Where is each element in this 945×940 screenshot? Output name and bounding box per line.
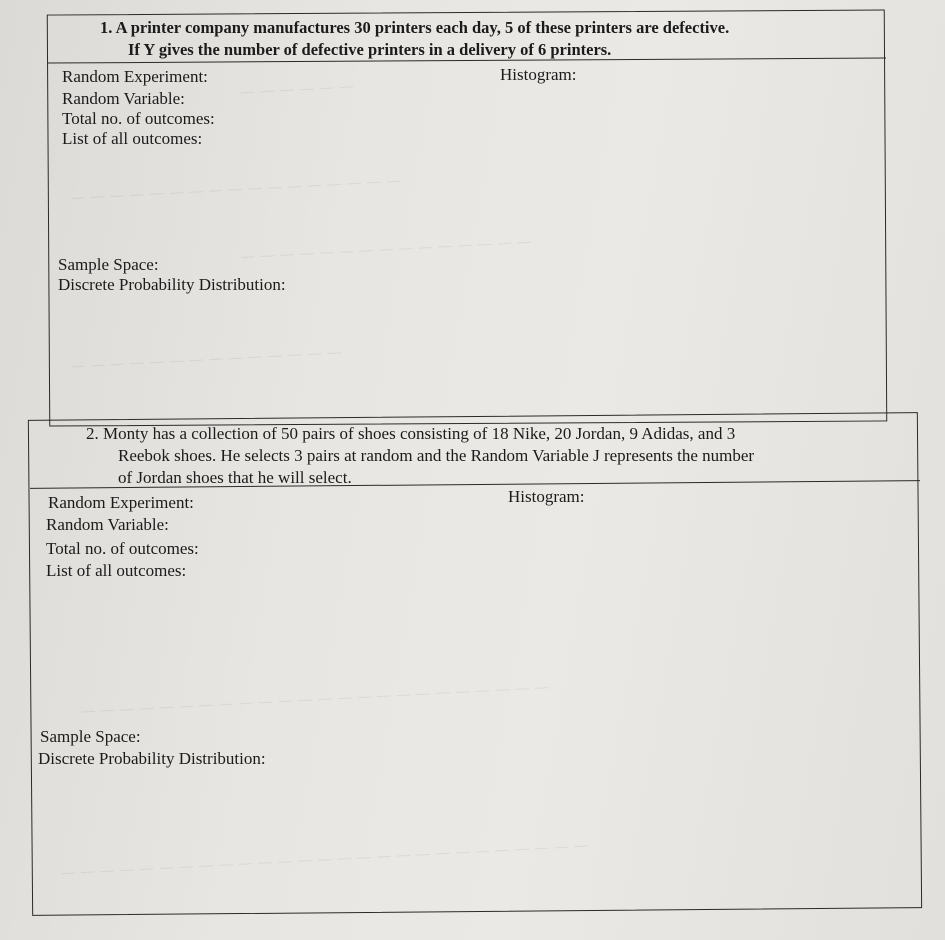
- show-through-mark: — — — — — — — — — — — — — — — — — — — — — — — — — — —: [59, 836, 590, 882]
- q1-list-outcomes-label: List of all outcomes:: [62, 129, 203, 148]
- q1-histogram-label: Histogram:: [500, 65, 577, 84]
- q1-distribution-label: Discrete Probability Distribution:: [58, 275, 286, 294]
- q2-distribution-label: Discrete Probability Distribution:: [38, 749, 266, 768]
- show-through-mark: — — — — — — — — — — — — — — — — —: [69, 171, 402, 207]
- show-through-mark: — — — — — — — — — — — — — —: [69, 342, 343, 376]
- question-1-text-line2: If Y gives the number of defective printers in a delivery of 6 printers.: [128, 40, 612, 59]
- q1-random-experiment-label: Random Experiment:: [62, 67, 208, 86]
- q2-list-outcomes-label: List of all outcomes:: [46, 561, 187, 580]
- question-2-text-line1: 2. Monty has a collection of 50 pairs of shoes consisting of 18 Nike, 20 Jordan, 9 Adidas, and 3: [86, 424, 736, 443]
- show-through-mark: — — — — — — — — — — — — — — — — — — — — — — — —: [79, 677, 550, 721]
- show-through-mark: — — — — — —: [239, 77, 355, 101]
- show-through-mark: — — — — — — — — — — — — — — —: [239, 232, 533, 266]
- question-2-text-line3: of Jordan shoes that he will select.: [118, 468, 352, 487]
- question-2-text-line2: Reebok shoes. He selects 3 pairs at random and the Random Variable J represents the number: [118, 446, 755, 465]
- q2-random-variable-label: Random Variable:: [46, 515, 169, 534]
- q2-random-experiment-label: Random Experiment:: [48, 493, 194, 512]
- q2-histogram-label: Histogram:: [508, 487, 585, 506]
- question-1-text-line1: 1. A printer company manufactures 30 printers each day, 5 of these printers are defective.: [100, 18, 730, 37]
- q1-total-outcomes-label: Total no. of outcomes:: [62, 109, 215, 128]
- q1-sample-space-label: Sample Space:: [58, 255, 159, 274]
- q2-sample-space-label: Sample Space:: [40, 727, 141, 746]
- q1-random-variable-label: Random Variable:: [62, 89, 185, 108]
- q2-total-outcomes-label: Total no. of outcomes:: [46, 539, 199, 558]
